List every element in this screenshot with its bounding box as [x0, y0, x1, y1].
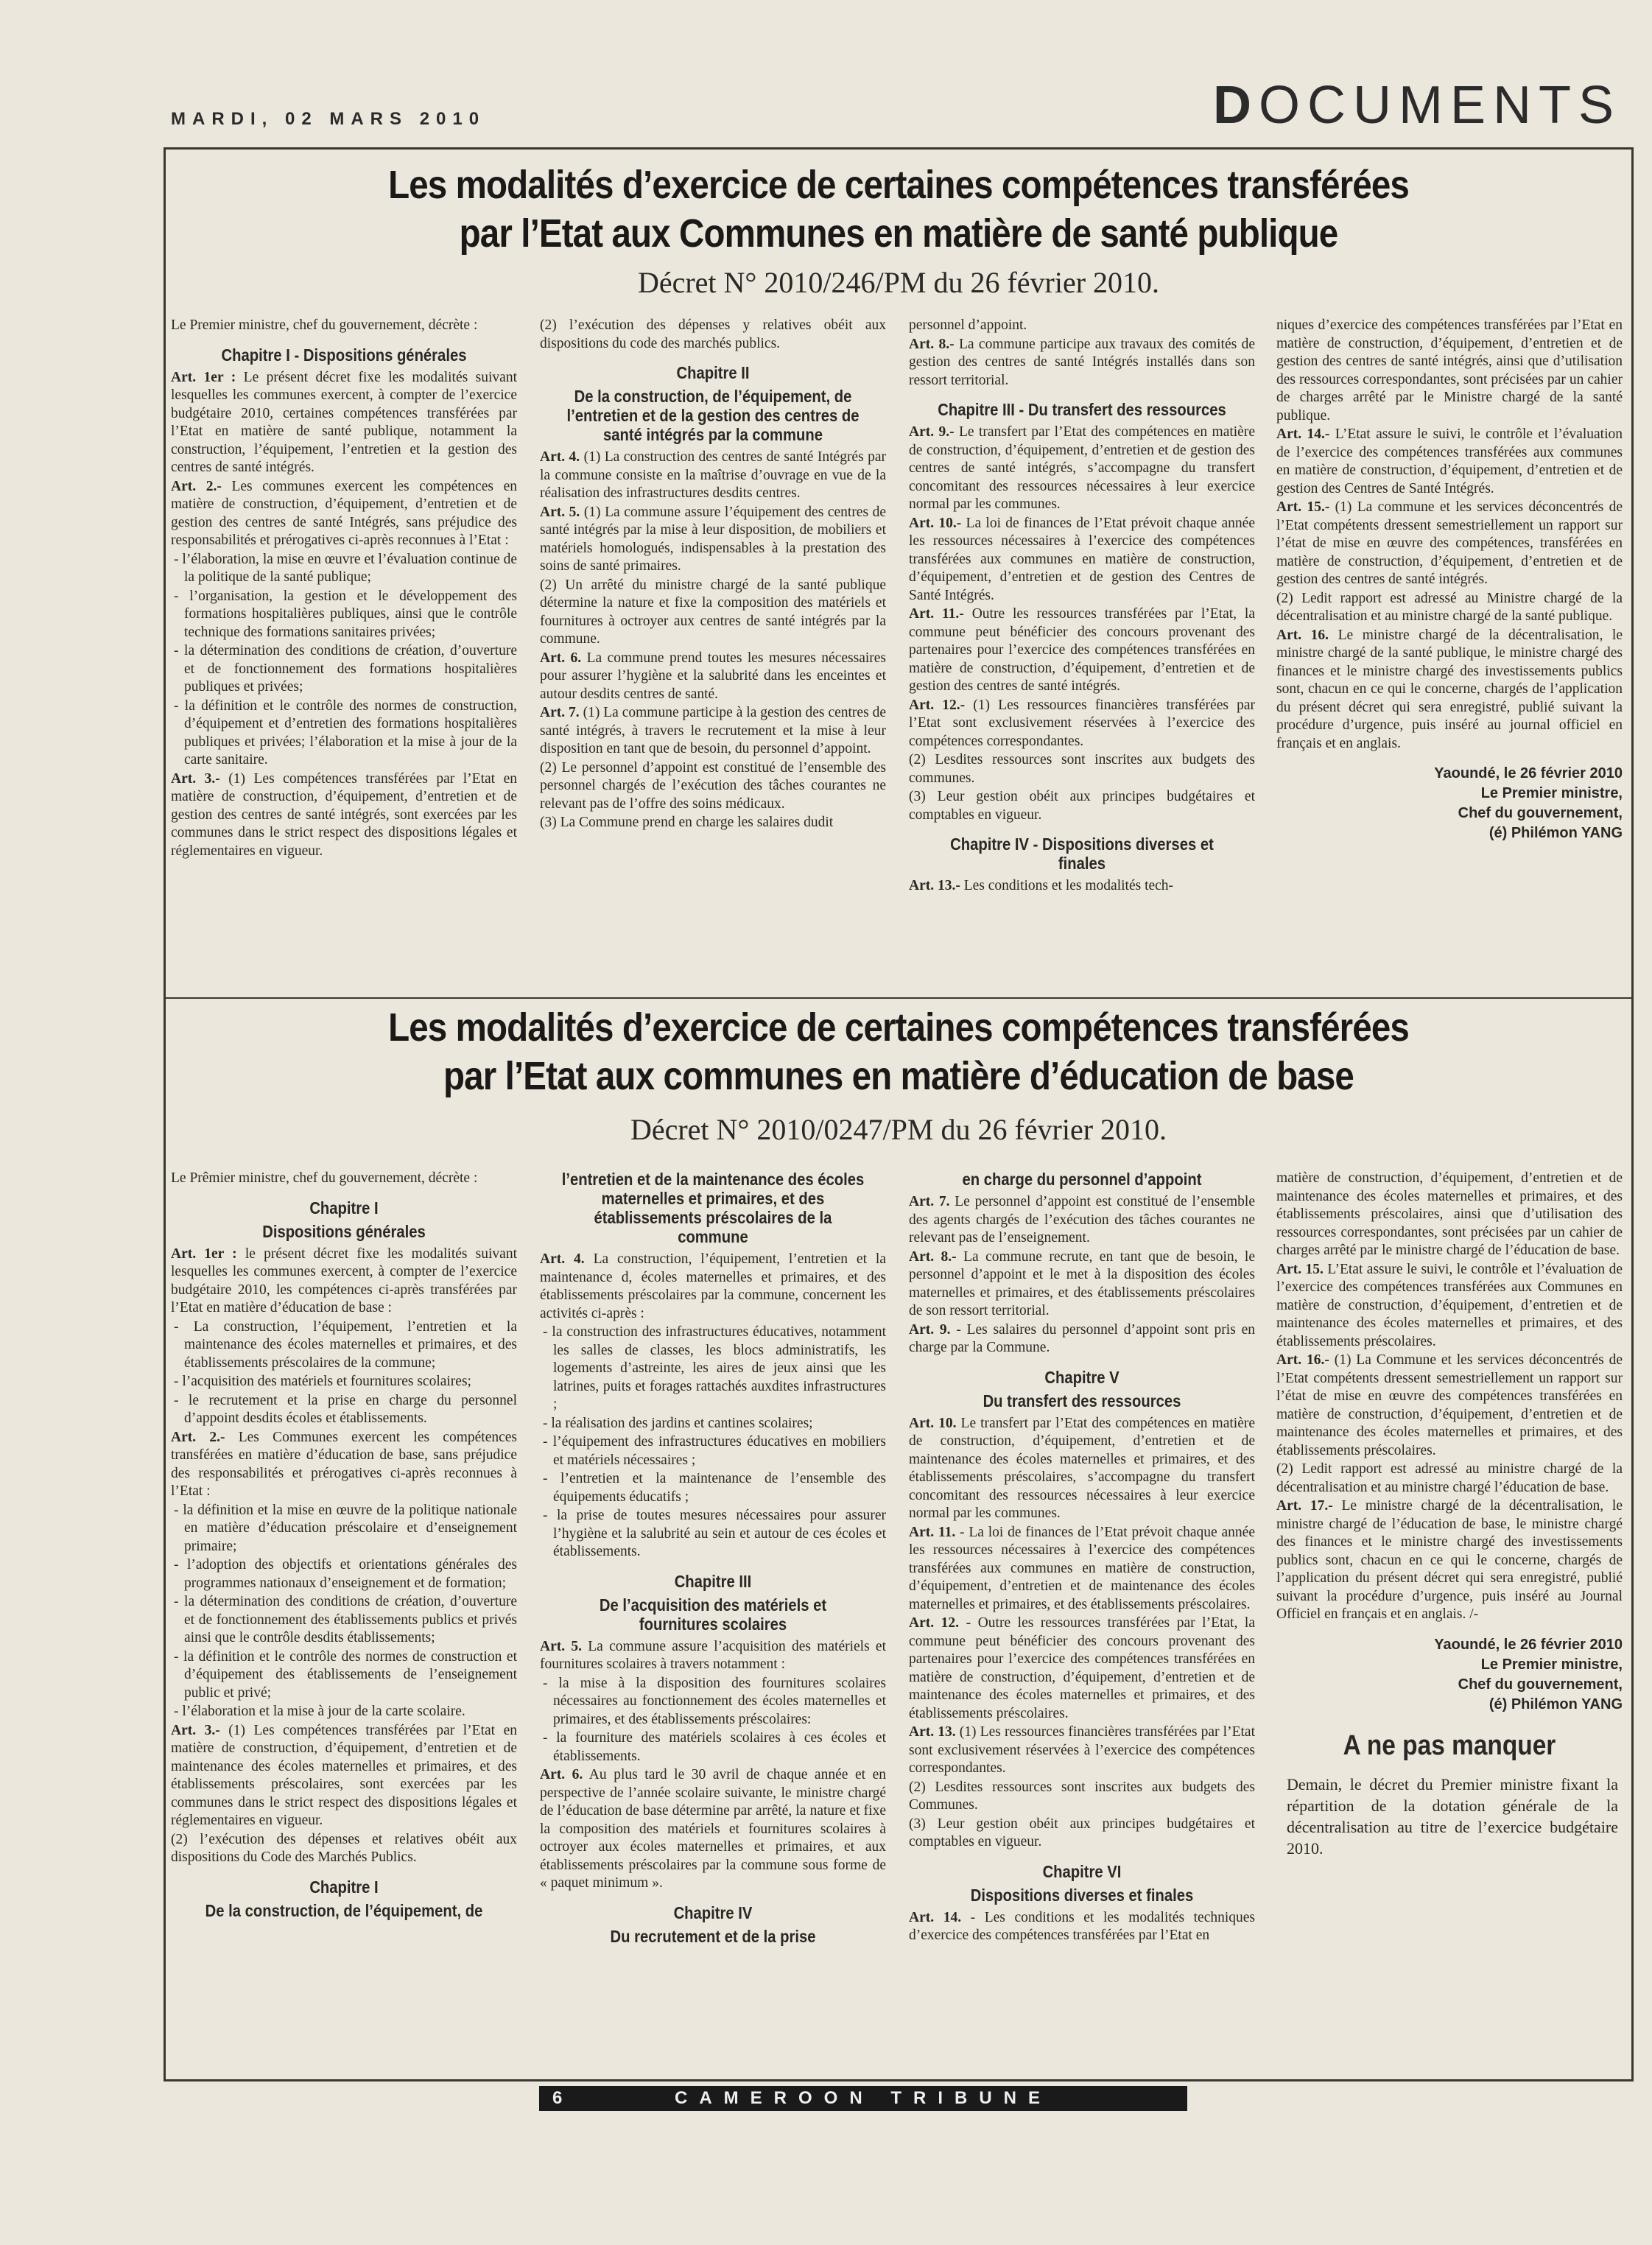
article-9 — [909, 1321, 1255, 1357]
article-text: (1) Les compétences transférées par l’Etat en matière de construction, d’équipement, d’entretien et de maintenance des écoles maternelles et primaires, et des établissements préscolaires, sont exercées par les communes dans le strict respect des dispositions légales et réglementaires en vigueur. — [171, 1722, 518, 1828]
chapter-subheading: Dispositions diverses et finales — [970, 1885, 1194, 1905]
newspaper-name: CAMEROON TRIBUNE — [675, 2088, 1052, 2108]
article-number: Art. 9.- — [909, 424, 955, 440]
article-number: Art. 11. — [909, 1524, 956, 1540]
article-text: Au plus tard le 30 avril de chaque année et en perspective de l’année scolaire suivante, le ministre chargé de l’éducation de base détermine par arrêté, la nature et fixe la composition des matériels et fournitures scolaires à octroyer aux écoles maternelles et primaires, et aux établissements préscolaires par la commune sous forme de « paquet minimum ». — [540, 1767, 887, 1891]
section-rest: OCUMENTS — [1259, 76, 1621, 135]
article-text: Le présent décret fixe les modalités suivant lesquelles les communes exercent, à compter de l’exercice budgétaire 2010, certaines compétences transférées par l’Etat en matière de santé publique, notamment la construction, l’équipement, l’entretien et la gestion des centres de santé intégrés. — [171, 369, 517, 475]
article-7 — [540, 704, 886, 759]
article-text: - Les conditions et les modalités techniques d’exercice des compétences transférées par l’Etat en — [909, 1909, 1256, 1943]
article-number: Art. 7. — [909, 1194, 950, 1209]
paragraph: (2) l’exécution des dépenses et relatives obéit aux dispositions du Code des Marchés Publics. — [171, 1831, 517, 1865]
article-number: Art. 7. — [540, 705, 580, 720]
article-14 — [1276, 426, 1623, 498]
article-number: Art. 10.- — [909, 515, 962, 531]
decree1-column-3 — [909, 317, 1255, 896]
article-text: L’Etat assure le suivi, le contrôle et l’évaluation de l’exercice des compétences transférées aux communes en matière de construction, d’équipement, d’entretien et de gestion des Centres de Santé Intégrés. — [1276, 426, 1623, 496]
article-number: Art. 8.- — [909, 336, 955, 352]
section-divider — [164, 997, 1634, 999]
signature-role: Chef du gouvernement, — [1458, 805, 1623, 821]
article-1 — [171, 369, 517, 477]
article-number: Art. 16. — [1276, 627, 1329, 643]
list-item: - la détermination des conditions de création, d’ouverture et de fonctionnement des établissements publics et privés ainsi que le contrôle desdits établissements; — [174, 1594, 517, 1645]
article-6 — [540, 650, 886, 704]
list-item: - la construction des infrastructures éducatives, notamment les salles de classes, les blocs administratifs, les logements d’astreinte, les aires de jeux ainsi que les latrines, puits et forages rattachés auxdites infrastructures ; — [543, 1324, 886, 1412]
decree1-title-line1: Les modalités d’exercice de certaines compétences transférées — [388, 163, 1409, 207]
article-number: Art. 4. — [540, 449, 580, 465]
article-number: Art. 1er : — [171, 1246, 237, 1262]
paragraph: matière de construction, d’équipement, d’entretien et de maintenance des écoles maternelles et primaires, et des établissements préscolaires, ainsi que d’utilisation des ressources correspondantes, sont précisées par un cahier de charges arrêté par le ministre chargé de l’éducation de base. — [1276, 1170, 1623, 1258]
decree2-column-2 — [540, 1170, 886, 1950]
signature-role: Le Premier ministre, — [1480, 785, 1623, 801]
decree2-column-1 — [171, 1170, 517, 1925]
article-number: Art. 8.- — [909, 1248, 957, 1265]
paragraph: (2) Lesdites ressources sont inscrites aux budgets des Communes. — [909, 1779, 1255, 1813]
list-item: - l’élaboration et la mise à jour de la carte scolaire. — [174, 1704, 465, 1719]
article-16 — [1276, 1352, 1623, 1460]
article-9 — [909, 424, 1255, 514]
article-number: Art. 11.- — [909, 606, 964, 622]
article-number: Art. 12.- — [909, 697, 966, 713]
paragraph: (2) Un arrêté du ministre chargé de la santé publique détermine la nature et fixe la composition des matériels et fournitures à octroyer aux centres de santé intégrés par la commune. — [540, 577, 886, 647]
decree1-column-4 — [1276, 317, 1623, 843]
article-number: Art. 3.- — [171, 1722, 220, 1738]
article-text: La loi de finances de l’Etat prévoit chaque année les ressources nécessaires à l’exercice des compétences transférées aux communes en matière de construction, d’équipement, d’entretien et de gestion des Centres de Santé Intégrés. — [909, 515, 1255, 603]
article-number: Art. 5. — [540, 504, 580, 520]
chapter-subheading: Du transfert des ressources — [983, 1391, 1181, 1410]
list-item: - l’entretien et la maintenance de l’ensemble des équipements éducatifs ; — [543, 1471, 886, 1505]
chapter-heading: Chapitre VI — [1042, 1861, 1122, 1881]
signature-role: Le Premier ministre, — [1480, 1656, 1623, 1673]
chapter-heading: Chapitre I — [309, 1877, 379, 1897]
intro: Le Premier ministre, chef du gouvernement, décrète : — [171, 317, 478, 333]
article-8 — [909, 336, 1255, 390]
decree2-title-line2: par l’Etat aux communes en matière d’éducation de base — [443, 1054, 1354, 1098]
article-text: (1) Les ressources financières transférées par l’Etat sont exclusivement réservées à l’exercice des compétences correspondantes. — [909, 697, 1255, 749]
article-4 — [540, 1251, 886, 1323]
decree2-title-line1: Les modalités d’exercice de certaines compétences transférées — [388, 1005, 1409, 1050]
article-number: Art. 16.- — [1276, 1352, 1329, 1368]
signature-place-date: Yaoundé, le 26 février 2010 — [1434, 1636, 1623, 1653]
chapter-heading: Chapitre I - Dispositions générales — [221, 345, 467, 365]
article-text: Le transfert par l’Etat des compétences en matière de construction, d’équipement, d’entretien et de maintenance des écoles maternelles et primaires, et des établissements préscolaires, s’accompagne du transfert concomitant des ressources nécessaires à leur exercice normal par les communes. — [909, 1415, 1255, 1521]
article-text: - Les salaires du personnel d’appoint sont pris en charge par la Commune. — [909, 1321, 1256, 1355]
article-12 — [909, 1615, 1255, 1723]
chapter-subheading: l’entretien et de la maintenance des écoles maternelles et primaires, et des établissements préscolaires de la commune — [561, 1170, 865, 1246]
article-10 — [909, 515, 1255, 605]
chapter-subheading: Dispositions générales — [262, 1221, 426, 1241]
article-2 — [171, 1429, 517, 1501]
list-item: - la détermination des conditions de création, d’ouverture et de fonctionnement des formations hospitalières publiques et privées; — [174, 643, 517, 695]
article-text: Outre les ressources transférées par l’Etat, la commune peut bénéficier des concours provenant des partenaires pour l’exercice des compétences transférées en matière de construction, d’équipement, d’entretien et de gestion des centres de santé intégrés. — [909, 606, 1255, 694]
article-text: Les conditions et les modalités tech- — [960, 878, 1174, 893]
decree1-column-1 — [171, 317, 517, 861]
article-text: Les communes exercent les compétences en matière de construction, d’équipement, d’entretien et de gestion des centres de santé Intégrés, sans préjudice des responsabilités et prérogatives ci-après reconnues à l’Etat : — [171, 478, 517, 548]
chapter-subheading: Du recrutement et de la prise — [610, 1926, 816, 1946]
article-number: Art. 10. — [909, 1415, 957, 1431]
page-footer — [539, 2086, 1187, 2111]
article-13 — [909, 877, 1255, 896]
article-text: (1) La construction des centres de santé Intégrés par la commune consiste en la maîtrise d’ouvrage en vue de la réalisation des infrastructures desdits centres. — [540, 449, 886, 501]
paragraph: (2) Le personnel d’appoint est constitué de l’ensemble des personnel chargés de l’exécution des tâches courantes ne relevant pas de l’offre des soins médicaux. — [540, 759, 886, 812]
article-text: La construction, l’équipement, l’entretien et la maintenance d, écoles maternelles et primaires, et des établissements préscolaires par la commune, concernent les activités ci-après : — [540, 1251, 886, 1321]
decree1-subtitle: Décret N° 2010/246/PM du 26 février 2010. — [637, 266, 1160, 299]
article-2 — [171, 478, 517, 550]
article-3 — [171, 770, 517, 861]
list-item: - le recrutement et la prise en charge du personnel d’appoint desdits écoles et établissements. — [174, 1392, 517, 1426]
article-text: La commune participe aux travaux des comités de gestion des centres de santé Intégrés installés dans son ressort territorial. — [909, 336, 1255, 388]
signature-name: (é) Philémon YANG — [1488, 1696, 1623, 1712]
page-number: 6 — [552, 2088, 563, 2108]
paragraph: (3) Leur gestion obéit aux principes budgétaires et comptables en vigueur. — [909, 1816, 1255, 1849]
signature-role: Chef du gouvernement, — [1458, 1676, 1623, 1693]
article-text: Le transfert par l’Etat des compétences en matière de construction, d’équipement, d’entretien et de gestion des centres de santé intégrés, s’accompagne du transfert concomitant des ressources nécessaires à leur exercice normal par les communes. — [909, 424, 1255, 512]
article-text: L’Etat assure le suivi, le contrôle et l’évaluation de l’exercice des compétences transférées aux Communes en matière de construction, d’équipement, d’entretien et de maintenance des écoles maternelles et primaires, et des établissements préscolaires. — [1276, 1261, 1623, 1349]
article-text: - La loi de finances de l’Etat prévoit chaque année les ressources nécessaires à l’exercice des compétences transférées aux communes en matière de construction, d’équipement, d’entretien et de maintenance des écoles maternelles et primaires, et des établissements préscolaires. — [909, 1524, 1255, 1612]
article-text: - Outre les ressources transférées par l’Etat, la commune peut bénéficier des concours provenant des partenaires pour l’exercice des compétences transférées en matière de construction, d’équipement, d’entretien et de maintenance des écoles maternelles et primaires, et des établissements préscolaires. — [909, 1615, 1255, 1721]
article-text: le présent décret fixe les modalités suivant lesquelles les communes exercent, à compter de l’exercice budgétaire 2010, les compétences ci-après transférées par l’Etat en matière d’éducation de base : — [171, 1246, 517, 1315]
decree1-title-line2: par l’Etat aux Communes en matière de santé publique — [459, 211, 1338, 256]
list-item: - l’élaboration, la mise en œuvre et l’évaluation continue de la politique de la santé publique; — [174, 551, 517, 585]
list-item: - l’équipement des infrastructures éducatives en mobiliers et matériels nécessaires ; — [543, 1434, 886, 1468]
article-number: Art. 9. — [909, 1321, 951, 1338]
paragraph: niques d’exercice des compétences transférées par l’Etat en matière de construction, d’équipement, d’entretien et de gestion des centres de santé intégrés, ainsi que d’utilisation des ressources correspondantes, sont précisées par un cahier de charges arrêté par le Ministre chargé de la santé publique. — [1276, 317, 1623, 424]
list-item: - la définition et la mise en œuvre de la politique nationale en matière d’éducation préscolaire et d’enseignement primaire; — [174, 1502, 517, 1554]
intro: Le Prêmier ministre, chef du gouvernement, décrète : — [171, 1170, 478, 1186]
list-item: - la prise de toutes mesures nécessaires pour assurer l’hygiène et la salubrité au sein et autour de ces écoles et établissements. — [543, 1508, 886, 1559]
article-8 — [909, 1248, 1255, 1321]
article-7 — [909, 1193, 1255, 1248]
paragraph: (2) Ledit rapport est adressé au Ministre chargé de la décentralisation et au ministre chargé de la santé publique. — [1276, 590, 1623, 624]
article-5 — [540, 1638, 886, 1674]
paragraph: (2) Ledit rapport est adressé au ministre chargé de la décentralisation et au ministre chargé l’éducation de base. — [1276, 1461, 1623, 1495]
article-text: Les Communes exercent les compétences transférées en matière d’éducation de base, sans préjudice des responsabilités et prérogatives ci-après reconnues à l’Etat : — [171, 1429, 517, 1499]
list-item: - la réalisation des jardins et cantines scolaires; — [543, 1415, 813, 1431]
signature-place-date: Yaoundé, le 26 février 2010 — [1434, 765, 1623, 781]
article-text: (1) La commune participe à la gestion des centres de santé intégrés, à travers le recrutement et la mise à leur disposition en tant que de besoin, du personnel d’appoint. — [540, 705, 886, 756]
article-11 — [909, 1524, 1255, 1615]
paragraph: (2) Lesdites ressources sont inscrites aux budgets des communes. — [909, 752, 1255, 786]
paragraph: (3) La Commune prend en charge les salaires dudit — [540, 815, 834, 830]
section-initial: D — [1213, 76, 1259, 135]
article-number: Art. 6. — [540, 650, 582, 666]
list-item: - la définition et le contrôle des normes de construction, d’équipement et d’entretien des formations hospitalières publiques et privées; l’élaboration et la mise à jour de la carte sanitaire. — [174, 698, 517, 767]
article-text: (1) La commune et les services déconcentrés de l’Etat compétents dressent semestriellement un rapport sur l’état de mise en œuvre des compétences, transférées en matière de construction, d’équipement, d’entretien et de gestion des centres de santé intégrés. — [1276, 499, 1623, 587]
article-number: Art. 13. — [909, 1724, 956, 1740]
article-text: La commune prend toutes les mesures nécessaires pour assurer l’hygiène et la salubrité dans les enceintes et autour desdits centres de santé. — [540, 650, 887, 702]
article-number: Art. 15. — [1276, 1261, 1324, 1277]
article-6 — [540, 1766, 886, 1893]
chapter-heading: Chapitre IV - Dispositions diverses et finales — [950, 835, 1214, 873]
list-item: - l’acquisition des matériels et fournitures scolaires; — [174, 1374, 471, 1389]
article-number: Art. 3.- — [171, 770, 220, 787]
decree2-column-4 — [1276, 1170, 1623, 1859]
list-item: - la mise à la disposition des fournitures scolaires nécessaires au fonctionnement des écoles maternelles et primaires, et des établissements préscolaires: — [543, 1675, 886, 1727]
article-number: Art. 1er : — [171, 369, 236, 385]
article-4 — [540, 449, 886, 503]
list-item: - la fourniture des matériels scolaires à ces écoles et établissements. — [543, 1730, 886, 1764]
article-text: (1) Les compétences transférées par l’Etat en matière de construction, d’équipement, d’entretien et de gestion des centres de santé intégrés, sont exercées par les communes dans le strict respect des dispositions légales et réglementaires en vigueur. — [171, 770, 518, 859]
decree2-subtitle: Décret N° 2010/0247/PM du 26 février 2010. — [630, 1113, 1167, 1146]
article-17 — [1276, 1497, 1623, 1624]
article-number: Art. 17.- — [1276, 1498, 1333, 1514]
article-1 — [171, 1246, 517, 1318]
article-text: (1) La Commune et les services déconcentrés de l’Etat compétents dressent semestriellement un rapport sur l’état de mise en œuvre des compétences transférées en matière de construction, d’équipement, d’entretien et de maintenance des écoles maternelles et primaires, et des établissements préscolaires. — [1276, 1352, 1623, 1458]
chapter-heading: Chapitre V — [1044, 1367, 1120, 1387]
article-15 — [1276, 1261, 1623, 1352]
article-text: Le personnel d’appoint est constitué de l’ensemble des agents chargés de l’exécution des tâches courantes ne relevant pas de l’enseignement. — [909, 1194, 1255, 1246]
article-text: La commune assure l’acquisition des matériels et fournitures scolaires à travers notamment : — [540, 1638, 886, 1672]
sidebar-box-text: Demain, le décret du Premier ministre fixant la répartition de la dotation générale de la décentralisation au titre de l’exercice budgétaire 2010. — [1287, 1775, 1618, 1858]
article-number: Art. 12. — [909, 1615, 960, 1631]
article-number: Art. 2.- — [171, 478, 222, 494]
article-text: La commune recrute, en tant que de besoin, le personnel d’appoint et le met à la disposition des écoles maternelles et primaires, et des établissements préscolaires de son ressort territorial. — [909, 1248, 1255, 1318]
article-text: Le ministre chargé de la décentralisation, le ministre chargé de la santé publique, le ministre chargé des finances et le ministre chargé des investissements publics sont, chacun en ce qui le concerne, chargés de l’application du présent décret qui sera enregistré, publié suivant la procédure d’urgence, puis inséré au journal officiel en français et en anglais. — [1276, 627, 1623, 751]
paragraph: (2) l’exécution des dépenses y relatives obéit aux dispositions du code des marchés publics. — [540, 317, 886, 351]
chapter-heading: Chapitre IV — [673, 1903, 753, 1922]
section-heading — [1213, 75, 1621, 136]
article-number: Art. 6. — [540, 1767, 583, 1782]
article-number: Art. 13.- — [909, 878, 960, 893]
decree1-column-2 — [540, 317, 886, 833]
chapter-subheading: De l’acquisition des matériels et fournitures scolaires — [599, 1595, 827, 1634]
article-number: Art. 4. — [540, 1251, 585, 1267]
chapter-subheading: De la construction, de l’équipement, de — [205, 1900, 483, 1920]
list-item: - la définition et le contrôle des normes de construction et d’équipement des établissements de l’enseignement public et privé; — [174, 1648, 517, 1701]
article-12 — [909, 697, 1255, 751]
article-number: Art. 14.- — [1276, 426, 1330, 442]
chapter-heading: Chapitre III - Du transfert des ressources — [938, 400, 1226, 419]
chapter-heading: Chapitre I — [309, 1198, 379, 1218]
article-13 — [909, 1724, 1255, 1778]
article-text: Le ministre chargé de la décentralisation, le ministre chargé de l’éducation de base, le ministre chargé des finances et le ministre chargé des investissements publics sont, chacun en ce qui le concerne, chargés de l’application du présent décret qui sera enregistré, publié suivant la procédure d’urgence, puis inséré au Journal Officiel en français et en anglais. /- — [1276, 1498, 1623, 1622]
article-5 — [540, 504, 886, 576]
decree2-title — [252, 1003, 1545, 1100]
signature-name: (é) Philémon YANG — [1488, 825, 1623, 841]
paragraph: personnel d’appoint. — [909, 317, 1027, 333]
article-16 — [1276, 627, 1623, 753]
article-text: (1) La commune assure l’équipement des centres de santé intégrés par la mise à leur disposition, de mobiliers et matériels homologués, indispensables à la prestation des soins de santé primaires. — [540, 504, 886, 574]
chapter-subheading: en charge du personnel d’appoint — [962, 1170, 1202, 1189]
article-number: Art. 2.- — [171, 1429, 225, 1445]
article-number: Art. 15.- — [1276, 499, 1330, 515]
article-3 — [171, 1722, 517, 1830]
article-15 — [1276, 499, 1623, 589]
article-10 — [909, 1415, 1255, 1523]
decree1-title — [252, 161, 1545, 258]
issue-date: MARDI, 02 MARS 2010 — [171, 109, 486, 129]
sidebar-box-title: A ne pas manquer — [1343, 1729, 1556, 1761]
chapter-heading: Chapitre II — [676, 363, 750, 382]
article-14 — [909, 1909, 1255, 1945]
article-11 — [909, 605, 1255, 696]
list-item: - La construction, l’équipement, l’entretien et la maintenance des écoles maternelles et primaires, et des établissements préscolaires de la commune; — [174, 1318, 517, 1371]
chapter-subheading: De la construction, de l’équipement, de l’entretien et de la gestion des centres de santé intégrés par la commune — [566, 387, 860, 444]
list-item: - l’organisation, la gestion et le développement des formations hospitalières publiques, ainsi que le contrôle technique des formations sanitaires privées; — [174, 588, 517, 640]
article-text: (1) Les ressources financières transférées par l’Etat sont exclusivement réservées à l’exercice des compétences correspondantes. — [909, 1724, 1255, 1776]
chapter-heading: Chapitre III — [674, 1571, 752, 1591]
article-number: Art. 5. — [540, 1638, 582, 1654]
decree2-column-3 — [909, 1170, 1255, 1946]
article-number: Art. 14. — [909, 1909, 962, 1925]
paragraph: (3) Leur gestion obéit aux principes budgétaires et comptables en vigueur. — [909, 789, 1255, 823]
list-item: - l’adoption des objectifs et orientations générales des programmes nationaux d’enseignement et de formation; — [174, 1557, 517, 1591]
